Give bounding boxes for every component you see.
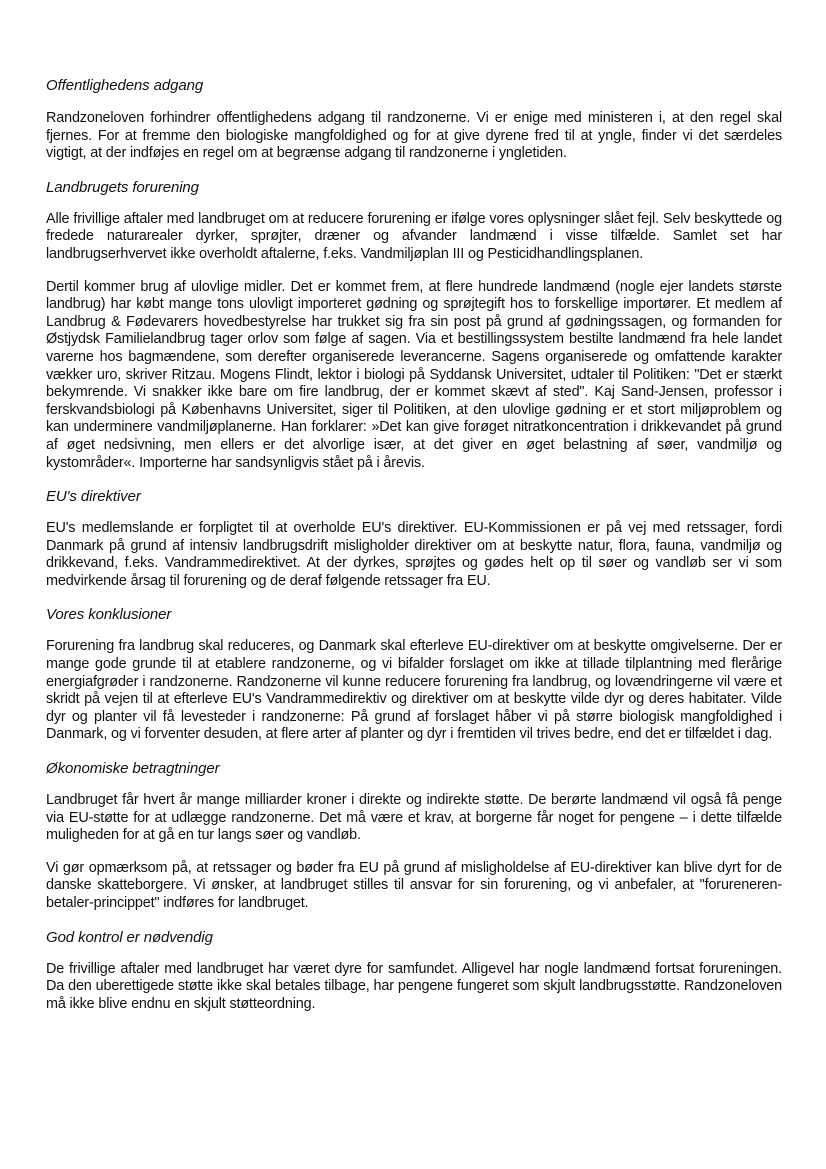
section-eus-direktiver xyxy=(46,487,782,590)
section-okonomiske-betragtninger xyxy=(46,759,782,913)
section-heading: Offentlighedens adgang xyxy=(46,77,204,94)
paragraph: Dertil kommer brug af ulovlige midler. Det er kommet frem, at flere hundrede landmænd (nogle ejer landets største landbrug) har købt mange tons ulovligt importeret gødning og sprøjtegift hos to forskellige importører. Et medlem af Landbrug & Fødevarers hovedbestyrelse har trukket sig fra sin post på grund af gødningssagen, og formanden for Østjydsk Familielandbrug tager orlov som følge af sagen. Via et bestillingssystem bestilte landmænd fra hele landet varerne hos bagmændene, som derefter organiserede leverancerne. Sagens organiserede og omfattende karakter vækker uro, skriver Ritzau. Mogens Flindt, lektor i biologi på Syddansk Universitet, udtaler til Politiken: "Det er stærkt bekymrende. Vi snakker ikke bare om fire landbrug, der er kommet skævt af sted". Kaj Sand-Jensen, professor i ferskvandsbiologi på Københavns Universitet, siger til Politiken, at den ulovlige gødning er et stort miljøproblem og kan underminere vandmiljøplanerne. Han forklarer: »Det kan give forøget nitratkoncentration i drikkevandet på grund af øget nedsivning, men ellers er det alvorlige især, at det giver en øget belastning af søer, vandmiljø og kystområder«. Importerne har sandsynligvis stået på i årevis. xyxy=(46,278,782,471)
section-heading: God kontrol er nødvendig xyxy=(46,928,213,946)
paragraph: Vi gør opmærksom på, at retssager og bøder fra EU på grund af misligholdelse af EU-direktiver kan blive dyrt for de danske skatteborgere. Vi ønsker, at landbruget stilles til ansvar for sin forurening, og vi anbefaler, at "forureneren-betaler-princippet" indføres for landbruget. xyxy=(46,859,782,911)
section-heading: Landbrugets forurening xyxy=(46,178,199,196)
section-offentlighedens-adgang xyxy=(46,76,782,163)
section-heading: Økonomiske betragtninger xyxy=(46,760,220,778)
paragraph: Alle frivillige aftaler med landbruget om at reducere forurening er ifølge vores oplysninger slået fejl. Selv beskyttede og fredede naturarealer dyrker, sprøjter, dræner og afvander landmænd i visse tilfælde. Samlet set har landbrugserhvervet ikke overholdt aftalerne, f.eks. Vandmiljøplan III og Pesticidhandlingsplanen. xyxy=(46,210,782,262)
section-heading: Vores konklusioner xyxy=(46,606,172,624)
paragraph: EU's medlemslande er forpligtet til at overholde EU's direktiver. EU-Kommissionen er på vej med retssager, fordi Danmark på grund af intensiv landbrugsdrift misligholder direktiver om at beskytte natur, flora, fauna, vandmiljø og drikkevand, f.eks. Vandrammedirektivet. At der dyrkes, sprøjtes og gødes helt op til søer og vandløb ser vi som medvirkende årsag til forurening og de deraf følgende retssager fra EU. xyxy=(46,520,782,589)
document-page xyxy=(46,76,782,1028)
paragraph: Forurening fra landbrug skal reduceres, og Danmark skal efterleve EU-direktiver om at beskytte omgivelserne. Der er mange gode grunde til at etablere randzonerne, og vi bifalder forslaget om ikke at tillade tilplantning med flerårige energiafgrøder i randzonerne. Randzonerne vil kunne reducere forurening fra landbrug, og lovændringerne vil være et skridt på vejen til at efterleve EU's Vandrammedirektiv og direktiver om at beskytte vilde dyr og deres habitater. Vilde dyr og planter vil få levesteder i randzonerne: På grund af forslaget håber vi på større biologisk mangfoldighed i Danmark, og vi forventer desuden, at flere arter af planter og dyr i fremtiden vil trives bedre, end det er tilfældet i dag. xyxy=(46,638,782,743)
paragraph: Randzoneloven forhindrer offentlighedens adgang til randzonerne. Vi er enige med ministeren i, at den regel skal fjernes. For at fremme den biologiske mangfoldighed og for at give dyrene fred til at yngle, finder vi det særdeles vigtigt, at der indføjes en regel om at begrænse adgang til randzonerne i yngletiden. xyxy=(46,110,782,162)
section-landbrugets-forurening xyxy=(46,178,782,472)
section-god-kontrol xyxy=(46,928,782,1014)
section-heading: EU's direktiver xyxy=(46,488,141,506)
paragraph: De frivillige aftaler med landbruget har været dyre for samfundet. Alligevel har nogle landmænd fortsat forureningen. Da den uberettigede støtte ikke skal betales tilbage, har pengene fungeret som skjult landbrugsstøtte. Randzoneloven må ikke blive endnu en skjult støtteordning. xyxy=(46,960,782,1012)
section-vores-konklusioner xyxy=(46,605,782,744)
paragraph: Landbruget får hvert år mange milliarder kroner i direkte og indirekte støtte. De berørte landmænd vil også få penge via EU-støtte for at udlægge randzonerne. Det må være et krav, at borgerne får noget for pengene – i dette tilfælde muligheden for at gå en tur langs søer og vandløb. xyxy=(46,792,782,844)
